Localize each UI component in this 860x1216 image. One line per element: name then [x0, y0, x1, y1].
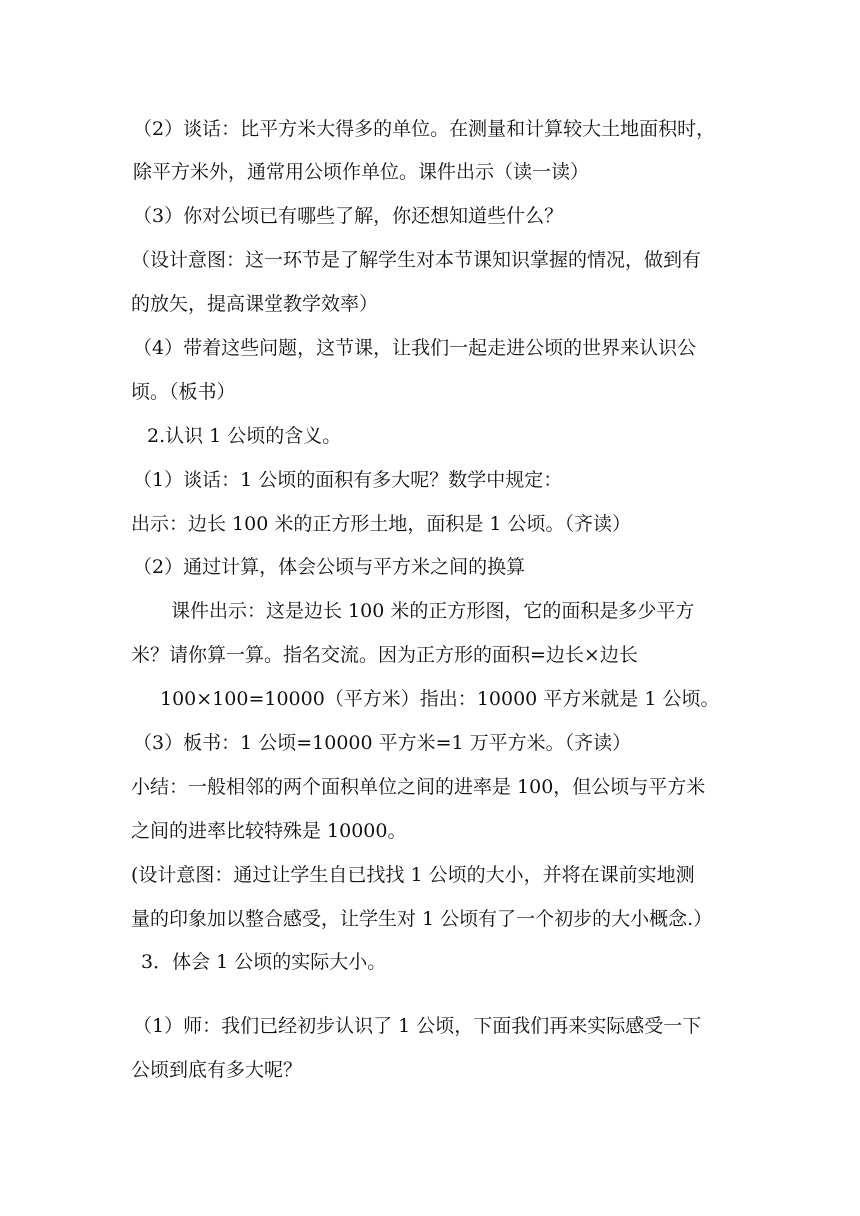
formula-line: 100×100=10000（平方米）指出：10000 平方米就是 1 公顷。: [160, 688, 720, 710]
paragraph-line: （1）谈话：1 公顷的面积有多大呢？数学中规定：: [133, 469, 563, 491]
section-heading: 3．体会 1 公顷的实际大小。: [141, 951, 387, 973]
paragraph-line: 顷。（板书）: [131, 381, 236, 403]
paragraph-line: （设计意图：这一环节是了解学生对本节课知识掌握的情况，做到有: [131, 249, 702, 271]
paragraph-line: 出示：边长 100 米的正方形土地，面积是 1 公顷。（齐读）: [131, 513, 632, 535]
section-heading: 2.认识 1 公顷的含义。: [147, 425, 342, 447]
paragraph-line: 米？请你算一算。指名交流。因为正方形的面积=边长×边长: [131, 644, 638, 666]
paragraph-line: 公顷到底有多大呢？: [131, 1059, 303, 1081]
paragraph-line: 除平方米外，通常用公顷作单位。课件出示（读一读）: [133, 161, 590, 183]
paragraph-line: 课件出示：这是边长 100 米的正方形图，它的面积是多少平方: [171, 600, 695, 622]
paragraph-line: 量的印象加以整合感受，让学生对 1 公顷有了一个初步的大小概念.）: [131, 908, 713, 930]
paragraph-line: （1）师：我们已经初步认识了 1 公顷，下面我们再来实际感受一下: [133, 1015, 702, 1037]
paragraph-line: （3）你对公顷已有哪些了解，你还想知道些什么？: [133, 205, 564, 227]
paragraph-line: （4）带着这些问题，这节课，让我们一起走进公顷的世界来认识公: [133, 337, 697, 359]
paragraph-line: （2）通过计算，体会公顷与平方米之间的换算: [133, 556, 526, 578]
paragraph-line: 小结：一般相邻的两个面积单位之间的进率是 100，但公顷与平方米: [131, 776, 706, 798]
paragraph-line: (设计意图：通过让学生自已找找 1 公顷的大小，并将在课前实地测: [131, 864, 695, 886]
paragraph-line: 的放矢，提高课堂教学效率）: [131, 293, 379, 315]
paragraph-line: （3）板书：1 公顷=10000 平方米=1 万平方米。（齐读）: [133, 732, 632, 754]
paragraph-line: （2）谈话：比平方米大得多的单位。在测量和计算较大土地面积时，: [133, 118, 716, 140]
paragraph-line: 之间的进率比较特殊是 10000。: [131, 820, 407, 842]
